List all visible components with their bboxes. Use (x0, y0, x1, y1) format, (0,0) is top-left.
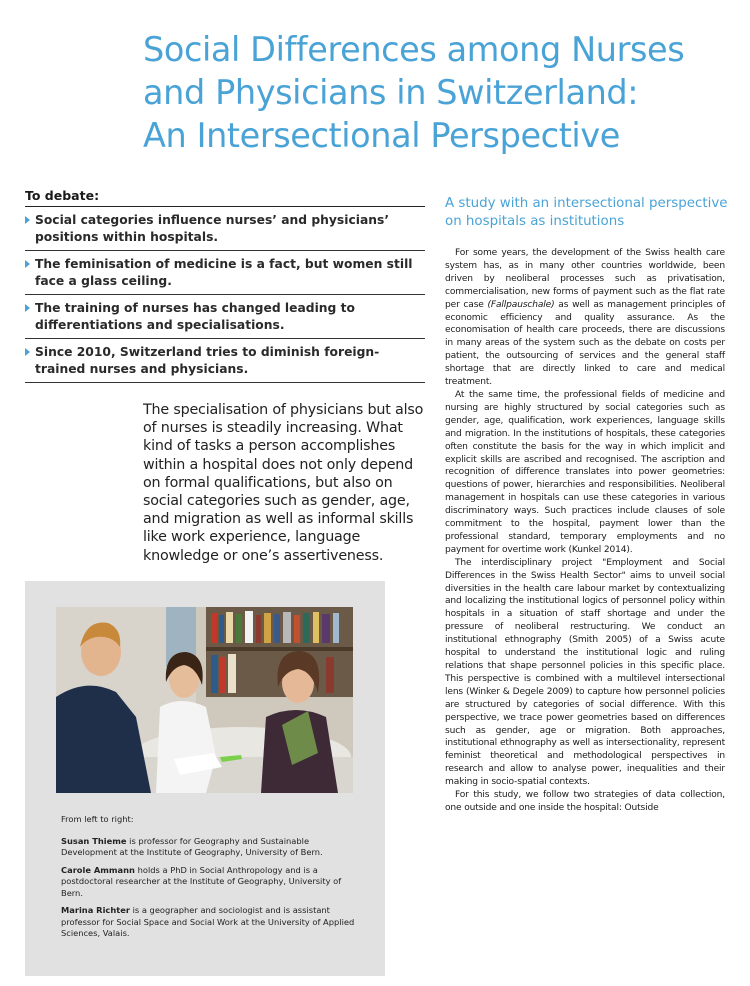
debate-item-label: The feminisation of medicine is a fact, but women still face a glass ceiling. (35, 257, 413, 288)
person-name: Marina Richter (61, 905, 130, 915)
debate-heading: To debate: (25, 188, 425, 207)
bullet-arrow-icon (25, 304, 30, 312)
caption-person (61, 865, 361, 900)
debate-item (25, 251, 425, 295)
photo-panel (25, 581, 385, 976)
summary-text: The specialisation of physicians but also of nurses is steadily increasing. What kind of tasks a person accomplishes within a hospital does not only depend on formal qualifications, but also on social categories such as gender, age, and migration as well as informal skills like work experience, language knowledge or one’s assertiveness. (143, 402, 424, 564)
person-bio: is professor for Geography and Sustainable Development at the Institute of Geography, University of Bern. (61, 835, 323, 857)
body-text-segment: as well as management principles of economic efficiency and quality assurance. As the economisation of health care proceeds, there are discussions in many areas of the system such as the debate on costs per patient, the outsourcing of services and the general staff shortage that are directly linked to care and medical treatment. (445, 299, 725, 388)
body-paragraph: At the same time, the professional fields of medicine and nursing are highly structured by social categories such as gender, age, qualification, work experiences, language skills and migration. In the institutions of hospitals, these categories often constitute the basis for the way in which implicit and explicit skills are ascribed and recognised. The ascription and recognition of difference translates into power geometries: questions of power, hierarchies and responsibilities. Neoliberal management in hospitals can use these categories in various discriminatory ways. Such practices include clauses of sole commitment to the hospital, payment lower than the professional standard, temporary employments and no payment for overtime work (Kunkel 2014). (445, 389, 725, 555)
body-text-segment: For some years, the development of the Swiss health care system has, as in many other countries worldwide, been driven by neoliberal processes such as privatisation, commercialisation, new forms of payment such as the flat rate per case (445, 248, 725, 310)
title-line-2: and Physicians in Switzerland: (143, 73, 639, 112)
group-photo (56, 607, 353, 793)
debate-item (25, 295, 425, 339)
debate-item-label: Social categories influence nurses’ and physicians’ positions within hospitals. (35, 213, 390, 244)
debate-item (25, 339, 425, 383)
body-text-italic: (Fallpauschale) (487, 299, 555, 310)
section-heading: A study with an intersectional perspective on hospitals as institutions (445, 196, 728, 229)
title-line-1: Social Differences among Nurses (143, 30, 685, 69)
person-bio: holds a PhD in Social Anthropology and is a postdoctoral researcher at the Institute of Geography, University of Bern. (61, 864, 342, 898)
debate-list (25, 207, 425, 383)
debate-item-label: Since 2010, Switzerland tries to diminish foreign-trained nurses and physicians. (35, 345, 380, 376)
person-name: Carole Ammann (61, 864, 135, 875)
debate-box (25, 188, 425, 383)
debate-item-label: The training of nurses has changed leading to differentiations and specialisations. (35, 301, 355, 332)
article-body (445, 247, 725, 815)
caption-lead: From left to right: (61, 814, 134, 824)
bullet-arrow-icon (25, 260, 30, 268)
bullet-arrow-icon (25, 348, 30, 356)
title-line-3: An Intersectional Perspective (143, 116, 620, 155)
body-paragraph: For this study, we follow two strategies of data collection, one outside and one inside the hospital: Outside (445, 790, 725, 813)
body-paragraph: The interdisciplinary project "Employment and Social Differences in the Swiss Health Sector" aims to unveil social diversities in the health care labour market by contextualizing and localizing the institutional logics of personnel policy within hospitals in a situation of staff shortage and under the pressure of neoliberal restructuring. We conduct an institutional ethnography (Smith 2005) of a Swiss acute hospital to understand the institutional logic and ruling relations that shape personnel policies in this specific place. This perspective is combined with a multilevel intersectional lens (Winker & Degele 2009) to capture how personnel policies are structured by categories of social difference. With this perspective, we trace power geometries based on differences such as gender, age or migration. Both approaches, institutional ethnography as well as intersectionality, represent feminist theoretical and methodological perspectives in research and allow to analyse power, inequalities and their making in socio-spatial contexts. (445, 557, 725, 788)
bullet-arrow-icon (25, 216, 30, 224)
person-bio: is a geographer and sociologist and is assistant professor for Social Space and Social Work at the University of Applied Sciences, Valais. (61, 905, 355, 938)
person-name: Susan Thieme (61, 835, 127, 846)
page-title (143, 28, 743, 157)
debate-item (25, 207, 425, 251)
body-paragraph (445, 247, 725, 389)
photo-caption (61, 814, 361, 946)
caption-person (61, 905, 361, 940)
caption-person (61, 836, 361, 859)
